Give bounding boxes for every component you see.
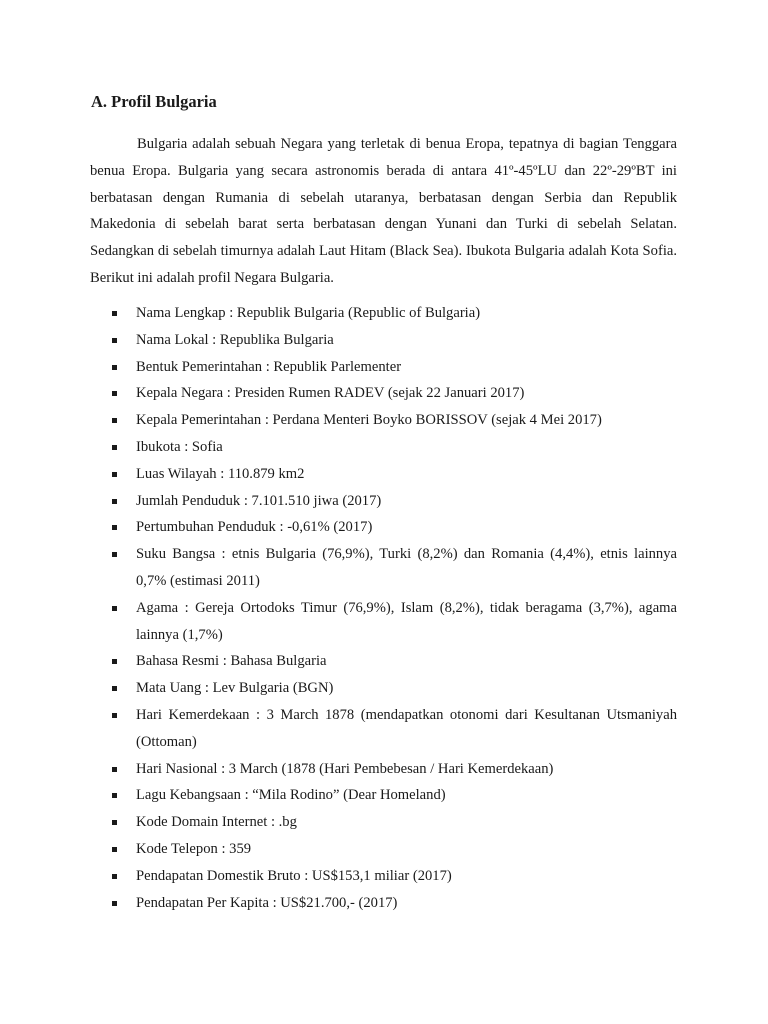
bullet-icon (112, 499, 117, 504)
section-heading: A. Profil Bulgaria (91, 92, 217, 111)
list-item-text: Ibukota : Sofia (136, 438, 223, 455)
bullet-icon (112, 874, 117, 879)
list-item (110, 756, 677, 783)
list-item-text: Lagu Kebangsaan : “Mila Rodino” (Dear Homeland) (136, 787, 446, 804)
list-item-text: Pendapatan Domestik Bruto : US$153,1 miliar (2017) (136, 867, 452, 884)
list-item-text: Suku Bangsa : etnis Bulgaria (76,9%), Turki (8,2%) dan Romania (4,4%), etnis lainnya 0,7% (estimasi 2011) (136, 546, 677, 589)
list-item (110, 648, 677, 675)
list-item (110, 327, 677, 354)
list-item (110, 595, 677, 649)
bullet-icon (112, 418, 117, 423)
list-item-text: Hari Kemerdekaan : 3 March 1878 (mendapatkan otonomi dari Kesultanan Utsmaniyah (Ottoman) (136, 706, 677, 750)
list-item-text: Kode Domain Internet : .bg (136, 814, 297, 831)
list-item-text: Nama Lengkap : Republik Bulgaria (Republic of Bulgaria) (136, 305, 481, 321)
list-item-text: Pendapatan Per Kapita : US$21.700,- (2017) (136, 894, 398, 911)
list-item-text: Bentuk Pemerintahan : Republik Parlementer (136, 358, 402, 375)
bullet-icon (112, 686, 117, 691)
list-item (110, 702, 677, 756)
bullet-icon (112, 365, 117, 370)
list-item (110, 890, 677, 917)
list-item (110, 461, 677, 488)
bullet-icon (112, 847, 117, 852)
bullet-icon (112, 552, 117, 557)
list-item (110, 514, 677, 541)
profile-list (110, 300, 677, 916)
bullet-icon (112, 659, 117, 664)
list-item (110, 541, 677, 595)
list-item (110, 809, 677, 836)
bullet-icon (112, 901, 117, 906)
bullet-icon (112, 767, 117, 772)
list-item-text: Bahasa Resmi : Bahasa Bulgaria (136, 653, 327, 670)
list-item (110, 380, 677, 407)
bullet-icon (112, 311, 117, 316)
list-item-text: Luas Wilayah : 110.879 km2 (136, 465, 305, 482)
list-item (110, 488, 677, 515)
list-item (110, 675, 677, 702)
list-item (110, 434, 677, 461)
list-item (110, 354, 677, 381)
bullet-icon (112, 793, 117, 798)
list-item-text: Jumlah Penduduk : 7.101.510 jiwa (2017) (136, 492, 382, 509)
list-item (110, 863, 677, 890)
list-item-text: Mata Uang : Lev Bulgaria (BGN) (136, 680, 334, 697)
intro-paragraph: Bulgaria adalah sebuah Negara yang terletak di benua Eropa, tepatnya di bagian Tenggara benua Eropa. Bulgaria yang secara astronomis berada di antara 41º-45ºLU dan 22º-29ºBT ini berbatasan dengan Rumania di sebelah utaranya, berbatasan dengan Serbia dan Republik Makedonia di sebelah barat serta berbatasan dengan Yunani dan Turki di sebelah Selatan. Sedangkan di sebelah timurnya adalah Laut Hitam (Black Sea). Ibukota Bulgaria adalah Kota Sofia. Berikut ini adalah profil Negara Bulgaria. (90, 136, 677, 286)
bullet-icon (112, 391, 117, 396)
list-item-text: Kode Telepon : 359 (136, 840, 252, 857)
list-item-text: Agama : Gereja Ortodoks Timur (76,9%), Islam (8,2%), tidak beragama (3,7%), agama lainnya (1,7%) (136, 599, 677, 643)
bullet-icon (112, 606, 117, 611)
list-item (110, 300, 677, 327)
list-item-text: Pertumbuhan Penduduk : -0,61% (2017) (136, 519, 373, 536)
list-item-text: Nama Lokal : Republika Bulgaria (136, 331, 334, 348)
bullet-icon (112, 445, 117, 450)
bullet-icon (112, 472, 117, 477)
list-item (110, 407, 677, 434)
list-item-text: Kepala Negara : Presiden Rumen RADEV (sejak 22 Januari 2017) (136, 385, 525, 402)
list-item (110, 836, 677, 863)
bullet-icon (112, 338, 117, 343)
list-item-text: Hari Nasional : 3 March (1878 (Hari Pembebesan / Hari Kemerdekaan) (136, 760, 554, 777)
bullet-icon (112, 713, 117, 718)
list-item (110, 782, 677, 809)
bullet-icon (112, 525, 117, 530)
bullet-icon (112, 820, 117, 825)
list-item-text: Kepala Pemerintahan : Perdana Menteri Boyko BORISSOV (sejak 4 Mei 2017) (136, 412, 602, 429)
